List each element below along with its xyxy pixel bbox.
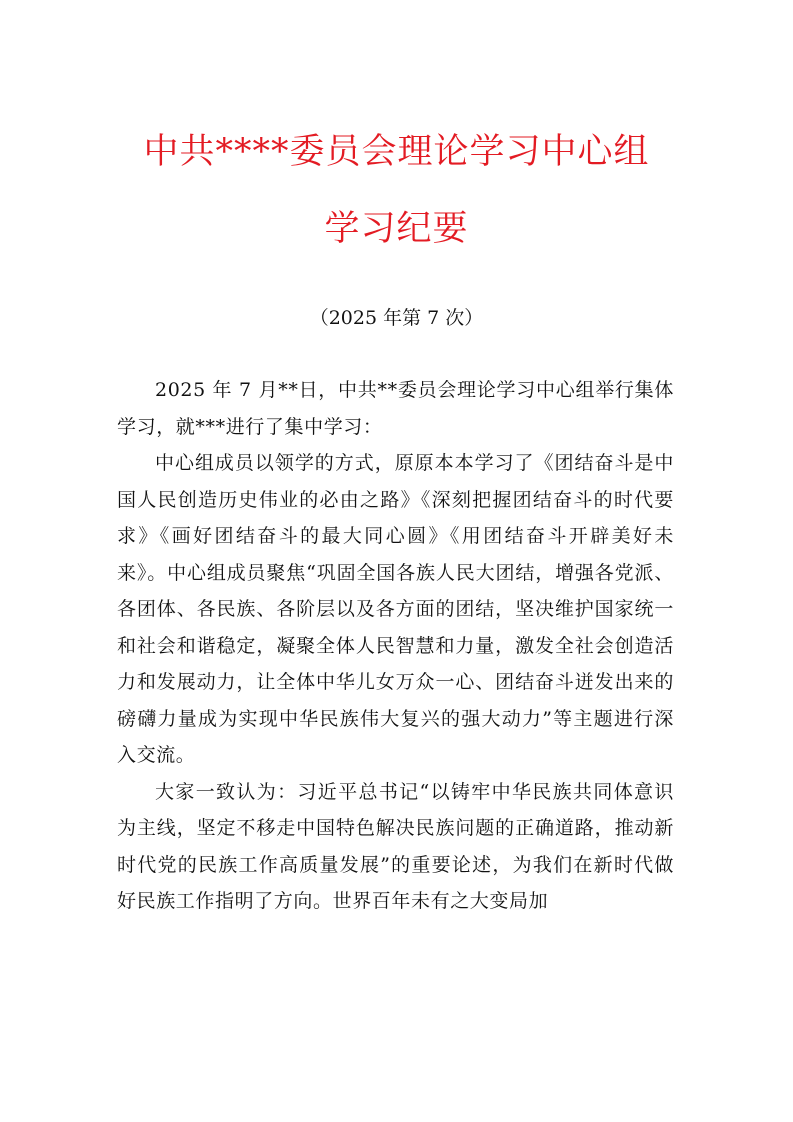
body-paragraph-2: 中心组成员以领学的方式，原原本本学习了《团结奋斗是中国人民创造历史伟业的必由之路》《深刻把握团结奋斗的时代要求》《画好团结奋斗的最大同心圆》《用团结奋斗开辟美好未来》。中心组成员聚焦“巩固全国各族人民大团结，增强各党派、各团体、各民族、各阶层以及各方面的团结，坚决维护国家统一和社会和谐稳定，凝聚全体人民智慧和力量，激发全社会创造活力和发展动力，让全体中华儿女万众一心、团结奋斗迸发出来的磅礴力量成为实现中华民族伟大复兴的强大动力”等主题进行深入交流。 (117, 452, 674, 766)
body-paragraph-1: 2025 年 7 月**日，中共**委员会理论学习中心组举行集体学习，就***进行了集中学习： (117, 379, 674, 438)
document-title-line2: 学习纪要 (324, 209, 469, 249)
document-subtitle: （2025 年第 7 次） (309, 307, 484, 329)
document-title-line1: 中共****委员会理论学习中心组 (143, 132, 650, 172)
document-body (117, 372, 674, 920)
body-paragraph-3: 大家一致认为：习近平总书记“以铸牢中华民族共同体意识为主线，坚定不移走中国特色解决民族问题的正确道路，推动新时代党的民族工作高质量发展”的重要论述，为我们在新时代做好民族工作指明了方向。世界百年未有之大变局加 (117, 780, 674, 912)
